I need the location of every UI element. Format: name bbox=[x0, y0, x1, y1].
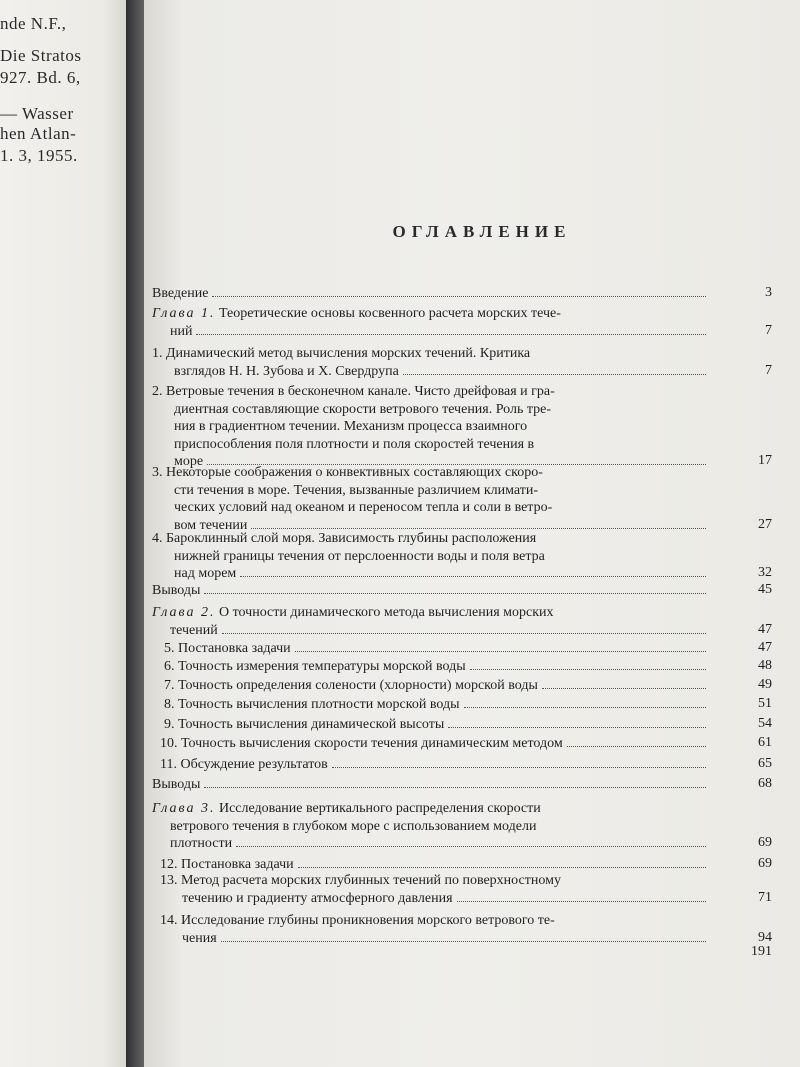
dot-leader bbox=[542, 688, 706, 689]
toc-entry-text: течению и градиенту атмосферного давления bbox=[182, 890, 453, 906]
toc-entry[interactable] bbox=[152, 776, 712, 794]
dot-leader bbox=[240, 576, 706, 577]
dot-leader bbox=[222, 633, 706, 634]
toc-entry-line bbox=[152, 323, 712, 341]
toc-entry-line bbox=[152, 345, 712, 363]
dot-leader bbox=[470, 669, 706, 670]
toc-page-number: 51 bbox=[758, 696, 772, 711]
toc-entry-text: О точности динамического метода вычисления морских bbox=[218, 605, 554, 620]
toc-entry-line bbox=[152, 776, 712, 794]
toc-entry-line bbox=[152, 912, 712, 930]
toc-entry[interactable] bbox=[152, 912, 712, 947]
toc-entry-line bbox=[152, 800, 712, 818]
toc-entry-line bbox=[152, 436, 712, 454]
toc-entry-text: Теоретические основы косвенного расчета морских тече- bbox=[218, 306, 561, 321]
left-page-line: — Wasser bbox=[0, 104, 74, 123]
toc-entry-text: нижней границы течения от перслоенности воды и поля ветра bbox=[174, 548, 545, 564]
toc-page-number: 49 bbox=[758, 677, 772, 692]
toc-entry-line bbox=[152, 696, 712, 714]
toc-entry-text: Выводы bbox=[152, 583, 201, 598]
toc-entry[interactable] bbox=[152, 640, 712, 658]
left-page-line: Die Stratos bbox=[0, 46, 82, 65]
toc-entry-text: Введение bbox=[152, 286, 209, 301]
toc-entry-line bbox=[152, 383, 712, 401]
dot-leader bbox=[332, 767, 706, 768]
toc-entry[interactable] bbox=[152, 800, 712, 853]
toc-page-number: 94 bbox=[758, 929, 772, 945]
toc-entry-text: течений bbox=[170, 622, 218, 638]
toc-entry[interactable] bbox=[152, 582, 712, 600]
toc-entry-text: 14. Исследование глубины проникновения морского ветрового те- bbox=[160, 913, 555, 928]
dot-leader bbox=[567, 746, 706, 747]
toc-entry-line bbox=[152, 890, 712, 908]
toc-entry-text: чения bbox=[182, 930, 217, 946]
toc-page-number: 69 bbox=[758, 835, 772, 850]
toc-entry-line bbox=[152, 856, 712, 874]
toc-page-number: 68 bbox=[758, 776, 772, 791]
toc-entry-text: ния в градиентном течении. Механизм процесса взаимного bbox=[174, 419, 528, 434]
dot-leader bbox=[457, 901, 706, 902]
toc-entry[interactable] bbox=[152, 305, 712, 340]
toc-entry-line bbox=[152, 418, 712, 436]
toc-entry[interactable] bbox=[152, 604, 712, 639]
toc-entry-text: 6. Точность измерения температуры морской воды bbox=[164, 659, 466, 674]
toc-entry-text: вом течении bbox=[174, 517, 248, 533]
toc-entry-line bbox=[152, 401, 712, 419]
dot-leader bbox=[464, 707, 707, 708]
toc-entry-line bbox=[152, 482, 712, 500]
toc-entry-text: 8. Точность вычисления плотности морской воды bbox=[164, 697, 460, 712]
toc-page-number: 27 bbox=[758, 516, 772, 532]
dot-leader bbox=[204, 593, 706, 594]
toc-entry-line bbox=[152, 565, 712, 583]
toc-entry-line bbox=[152, 756, 712, 774]
toc-entry-line bbox=[152, 582, 712, 600]
toc-entry[interactable] bbox=[152, 383, 712, 471]
toc-entry-text: 13. Метод расчета морских глубинных течений по поверхностному bbox=[160, 873, 561, 888]
toc-entry[interactable] bbox=[152, 696, 712, 714]
toc-entry-text: 5. Постановка задачи bbox=[164, 641, 291, 656]
toc-entry-line bbox=[152, 658, 712, 676]
dot-leader bbox=[298, 867, 706, 868]
dot-leader bbox=[403, 374, 706, 375]
toc-page-number: 65 bbox=[758, 756, 772, 771]
toc-entry-line bbox=[152, 818, 712, 836]
toc-entry[interactable] bbox=[152, 756, 712, 774]
toc-entry-text: приспособления поля плотности и поля скоростей течения в bbox=[174, 436, 535, 452]
toc-page-number: 191 bbox=[751, 944, 772, 959]
left-page bbox=[0, 0, 128, 1067]
toc-entry-text: 9. Точность вычисления динамической высоты bbox=[164, 717, 445, 732]
toc-entry-text: над морем bbox=[174, 566, 237, 581]
dot-leader bbox=[236, 846, 706, 847]
toc-entry-line bbox=[152, 548, 712, 566]
toc-entry[interactable] bbox=[152, 735, 712, 753]
chapter-label: Глава 2. bbox=[152, 605, 216, 620]
toc-entry-text: ний bbox=[170, 323, 193, 339]
toc-entry-line bbox=[152, 930, 712, 948]
toc-entry-text: Выводы bbox=[152, 777, 201, 792]
dot-leader bbox=[221, 941, 706, 942]
toc-entry[interactable] bbox=[152, 530, 712, 583]
dot-leader bbox=[251, 528, 706, 529]
toc-entry-line bbox=[152, 640, 712, 658]
chapter-label: Глава 3. bbox=[152, 801, 216, 816]
toc-entry[interactable] bbox=[152, 658, 712, 676]
toc-entry-text: 2. Ветровые течения в бесконечном канале. Чисто дрейфовая и гра- bbox=[152, 384, 555, 399]
toc-entry[interactable] bbox=[152, 856, 712, 874]
toc-entry-text: диентная составляющие скорости ветрового течения. Роль тре- bbox=[174, 401, 552, 417]
toc-entry-text: плотности bbox=[170, 836, 233, 851]
toc-page-number: 71 bbox=[758, 889, 772, 905]
toc-entry-line bbox=[152, 677, 712, 695]
toc-entry[interactable] bbox=[152, 872, 712, 907]
toc-entry-line bbox=[152, 285, 712, 303]
toc-entry-line bbox=[152, 835, 712, 853]
toc-page-number: 7 bbox=[765, 362, 772, 378]
table-of-contents bbox=[144, 0, 800, 1067]
toc-entry-text: сти течения в море. Течения, вызванные различием климати- bbox=[174, 482, 539, 498]
toc-entry-line bbox=[152, 622, 712, 640]
chapter-label: Глава 1. bbox=[152, 306, 216, 321]
page-title: ОГЛАВЛЕНИЕ bbox=[392, 222, 572, 241]
toc-page-number: 61 bbox=[758, 735, 772, 750]
toc-entry-text: ческих условий над океаном и переносом тепла и соли в ветро- bbox=[174, 500, 553, 515]
toc-entry-text: ветрового течения в глубоком море с использованием модели bbox=[170, 818, 537, 834]
toc-entry-text: 12. Постановка задачи bbox=[160, 857, 294, 872]
left-page-line: hen Atlan- bbox=[0, 124, 77, 143]
toc-entry[interactable] bbox=[152, 345, 712, 380]
left-page-line: 1. 3, 1955. bbox=[0, 146, 78, 165]
dot-leader bbox=[196, 334, 706, 335]
toc-entry-line bbox=[152, 499, 712, 517]
toc-entry-text: 7. Точность определения солености (хлорности) морской воды bbox=[164, 678, 538, 693]
toc-entry-text: 3. Некоторые соображения о конвективных составляющих скоро- bbox=[152, 465, 543, 480]
toc-page-number: 47 bbox=[758, 621, 772, 637]
toc-entry-line bbox=[152, 604, 712, 622]
toc-page-number: 47 bbox=[758, 640, 772, 655]
toc-page-number: 3 bbox=[765, 285, 772, 300]
left-page-line: nde N.F., bbox=[0, 14, 67, 33]
toc-entry-line bbox=[152, 464, 712, 482]
toc-entry-text: Исследование вертикального распределения скорости bbox=[218, 801, 541, 816]
toc-entry-text: 1. Динамический метод вычисления морских течений. Критика bbox=[152, 346, 531, 361]
toc-entry-text: 11. Обсуждение результатов bbox=[160, 757, 328, 772]
dot-leader bbox=[204, 787, 706, 788]
dot-leader bbox=[212, 296, 706, 297]
toc-entry[interactable] bbox=[152, 464, 712, 534]
toc-entry-text: 4. Бароклинный слой моря. Зависимость глубины расположения bbox=[152, 531, 537, 546]
toc-entry-text: 10. Точность вычисления скорости течения динамическим методом bbox=[160, 736, 563, 751]
toc-page-number: 54 bbox=[758, 716, 772, 731]
toc-page-number: 69 bbox=[758, 856, 772, 871]
toc-entry-line bbox=[152, 735, 712, 753]
toc-entry-line bbox=[152, 305, 712, 323]
toc-page-number: 7 bbox=[765, 322, 772, 338]
toc-page-number: 32 bbox=[758, 565, 772, 580]
toc-page-number: 17 bbox=[758, 453, 772, 468]
toc-page-number: 45 bbox=[758, 582, 772, 597]
toc-entry-text: взглядов Н. Н. Зубова и Х. Свердрупа bbox=[174, 363, 399, 379]
right-page bbox=[144, 0, 800, 1067]
dot-leader bbox=[295, 651, 706, 652]
toc-entry[interactable] bbox=[152, 677, 712, 695]
toc-entry-line bbox=[152, 716, 712, 734]
toc-entry-line bbox=[152, 530, 712, 548]
toc-entry-line bbox=[152, 872, 712, 890]
toc-entry-line bbox=[152, 363, 712, 381]
toc-entry[interactable] bbox=[152, 716, 712, 734]
toc-entry[interactable] bbox=[152, 285, 712, 303]
dot-leader bbox=[448, 727, 706, 728]
toc-page-number: 48 bbox=[758, 658, 772, 673]
toc-entry-text: море bbox=[174, 454, 204, 469]
left-page-line: 927. Bd. 6, bbox=[0, 68, 81, 87]
